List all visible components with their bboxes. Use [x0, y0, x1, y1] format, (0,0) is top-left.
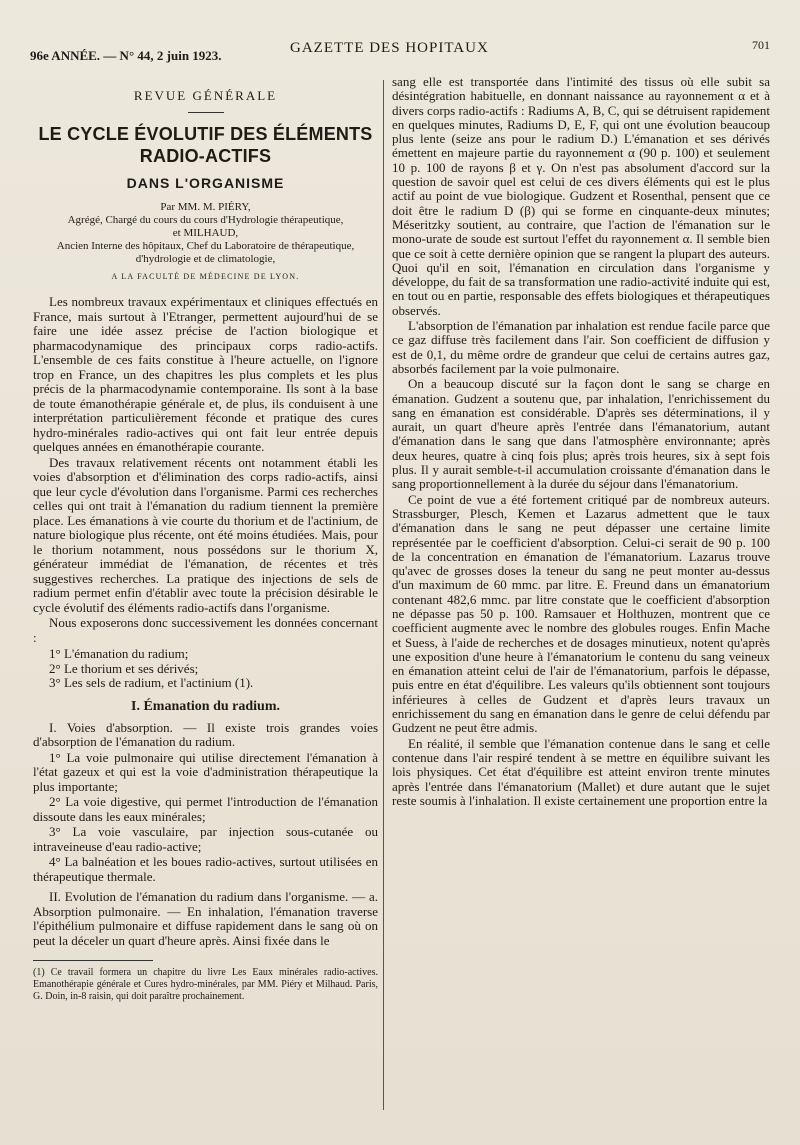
list-item: 1° L'émanation du radium; [49, 646, 189, 661]
absorption-intro: I. Voies d'absorption. — Il existe trois grandes voies d'absorption de l'émanation du radium. [33, 719, 378, 749]
journal-title: GAZETTE DES HOPITAUX [290, 40, 489, 56]
byline-authors: Par MM. M. PIÉRY, [160, 201, 251, 213]
byline-role-1: Agrégé, Chargé du cours du cours d'Hydrologie thérapeutique, [67, 214, 344, 226]
route-item: 3° La voie vasculaire, par injection sous-cutanée ou intraveineuse d'eau radio-active; [33, 824, 378, 854]
route-item: 2° La voie digestive, qui permet l'introduction de l'émanation dissoute dans les eaux minérales; [33, 794, 378, 824]
right-column [392, 75, 770, 1130]
topic-list [49, 647, 378, 691]
rubric-rule [188, 112, 224, 113]
byline-affiliation: A LA FACULTÉ DE MÉDECINE DE LYON. [111, 272, 300, 281]
route-item: 4° La balnéation et les boues radio-actives, surtout utilisées en thérapeutique thermale. [33, 854, 378, 884]
left-column [33, 88, 378, 1128]
section-heading: I. Émanation du radium. [131, 698, 280, 714]
intro-paragraph-1: Les nombreux travaux expérimentaux et cliniques effectués en France, mais surtout à l'Etranger, permettent aujourd'hui de se faire une idée assez précise de l'action biologique et pharmacodynamique des principaux corps radio-actifs. L'ensemble de ces faits constitue à l'heure actuelle, on l'ignore trop en France, un des chapitres les plus complets et les plus précis de la pharmacodynamie contemporaine. Ils sont à la base de toute émanothérapie générale et, de plus, ils conduisent à une interprétation particulièrement féconde et pratique des cures hydro-minérales radio-actives qui ont fait leur entrée depuis quelques années en émanothérapie courante. [33, 294, 378, 454]
page-number: 701 [752, 38, 770, 52]
continuation-paragraph: sang elle est transportée dans l'intimité des tissus où elle subit sa désintégration habituelle, en donnant naissance au rayonnement α et à divers corps radio-actifs : Radiums A, B, C, qui se détruisent rapidement en quelques minutes, Radiums D, E, F, qui ont une évolution beaucoup plus lente (seize ans pour le radium D.) L'émanation et ses dérivés émettent en majeure partie du rayonnement α (90 p. 100) et seulement 10 p. 100 de rayons β et γ. On n'est pas absolument d'accord sur la question de savoir quel est celui de ces divers éléments qui est le plus actif au point de vue biologique. Gudzent et Rosenthal, pensent que ce doit être le radium D (β) qui se forme en cinquante-deux minutes; Méseritzky soutient, au contraire, que l'action de l'émanation sur le mono-urate de soude est surtout l'effet du rayonnement α. Il semble bien que ce soit à cette dernière opinion que se rangent la plupart des auteurs. Quoi qu'il en soit, l'émanation en circulation dans l'organisme y développe, du fait de sa transformation une radio-activité induite qui est, en tout ou en partie, responsable des effets biologiques et thérapeutiques observés. [392, 75, 770, 318]
absorption-paragraph: L'absorption de l'émanation par inhalation est rendue facile parce que ce gaz diffuse très facilement dans l'air. Son coefficient de diffusion y est de 0,1, du même ordre de grandeur que celui de certains autres gaz, absorbés facilement par la voie pulmonaire. [392, 318, 770, 376]
column-divider [383, 80, 384, 1110]
gudzent-paragraph: On a beaucoup discuté sur la façon dont le sang se charge en émanation. Gudzent a soutenu que, par inhalation, l'enrichissement du sang en émanation est considérable. D'après ses déterminations, il y aurait, un quart d'heure après l'entrée dans l'émanatorium, autant d'émanation dans le sang que dans l'atmosphère environnante; après deux heures, quatre à cinq fois plus; après trois heures, six à sept fois plus. Il y aurait semble-t-il accumulation croissante d'émanation dans le sang proportionnellement à la durée du séjour dans l'émanatorium. [392, 376, 770, 492]
route-item: 1° La voie pulmonaire qui utilise directement l'émanation à l'état gazeux et qui est la voie d'administration thérapeutique la plus importante; [33, 749, 378, 794]
issue-line: 96e ANNÉE. — N° 44, 2 juin 1923. [30, 48, 222, 63]
critique-paragraph: Ce point de vue a été fortement critiqué par de nombreux auteurs. Strassburger, Plesch, Kemen et Lazarus admettent que le taux d'émanation dans le sang ne peut dépasser une certaine limite représentée par le coefficient d'absorption. Celui-ci serait de 90 p. 100 de la concentration en émanation de l'émanatorium. Lazarus trouve qu'avec de grosses doses la teneur du sang ne peut monter au-dessus d'un maximum de 60 mmc. par litre. E. Freund dans un émanatorium contenant 482,6 mmc. par litre constate que le coefficient d'absorption ne dépasse pas 50 p. 100. Ramsauer et Holthuzen, montrent que ce coefficient augmente avec le nombre des globules rouges. Enfin Mache et Suess, à l'aide de recherches et de dosages minutieux, notent qu'après une exposition d'une heure à l'émanatorium le contenu du sang veineux en émanation atteint celui de l'air de l'émanatorium, parfois le dépasse, puis entre en état d'équilibre. Les valeurs qu'ils obtiennent sont toujours inférieures à celles de Gudzent et d'après leurs travaux un enrichissement du sang en émanation dans le genre de celui défendu par Gudzent ne peut être admis. [392, 491, 770, 736]
intro-paragraph-2: Des travaux relativement récents ont notamment établi les voies d'absorption et d'élimination des corps radio-actifs, ainsi que leur cycle d'évolution dans l'organisme. Parmi ces recherches celles qui ont trait à l'émanation du radium tiennent la première place. Les émanations à vie courte du thorium et de l'actinium, de nature biologique plus récente, ont été moins étudiées. Mais, pour le thorium notamment, nous possédons sur le thorium X, générateur immédiat de l'émanation, de récentes et très suggestives recherches. La pratique des injections de sels de radium permet enfin d'établir avec toute la précision désirable le cycle évolutif des éléments radio-actifs dans l'organisme. [33, 454, 378, 615]
article-subtitle: DANS L'ORGANISME [126, 175, 285, 191]
footnote: (1) Ce travail formera un chapitre du livre Les Eaux minérales radio-actives. Emanothérapie générale et Cures hydro-minérales, par MM. Piéry et Milhaud. Paris, G. Doin, in-8 raisin, qui doit paraître prochainement. [33, 967, 378, 1002]
equilibrium-paragraph: En réalité, il semble que l'émanation contenue dans le sang et celle contenue dans l'air respiré tendent à se mettre en équilibre suivant les lois physiques. Cet état d'équilibre est atteint environ trente minutes après l'entrée dans l'émanatorium (Mallet) et dure autant que le sujet reste soumis à l'inhalation. Il existe certainement une proportion entre la [392, 735, 770, 808]
evolution-paragraph: II. Evolution de l'émanation du radium dans l'organisme. — a. Absorption pulmonaire. — En inhalation, l'émanation traverse l'épithélium pulmonaire et diffuse rapidement dans le sang où on peut la déceler un quart d'heure après. Ainsi fixée dans le [33, 889, 378, 948]
byline-role-2: Ancien Interne des hôpitaux, Chef du Laboratoire de thérapeutique, d'hydrologie et de climatologie, [56, 240, 355, 265]
list-item: 2° Le thorium et ses dérivés; [49, 660, 199, 676]
article-title: LE CYCLE ÉVOLUTIF DES ÉLÉMENTS RADIO-ACTIFS [38, 124, 373, 166]
list-item: 3° Les sels de radium, et l'actinium (1). [49, 675, 254, 690]
footnote-rule [33, 960, 153, 961]
byline-authors-2: et MILHAUD, [172, 227, 239, 239]
intro-paragraph-3: Nous exposerons donc successivement les données concernant : [33, 615, 378, 645]
rubric: REVUE GÉNÉRALE [133, 88, 278, 103]
